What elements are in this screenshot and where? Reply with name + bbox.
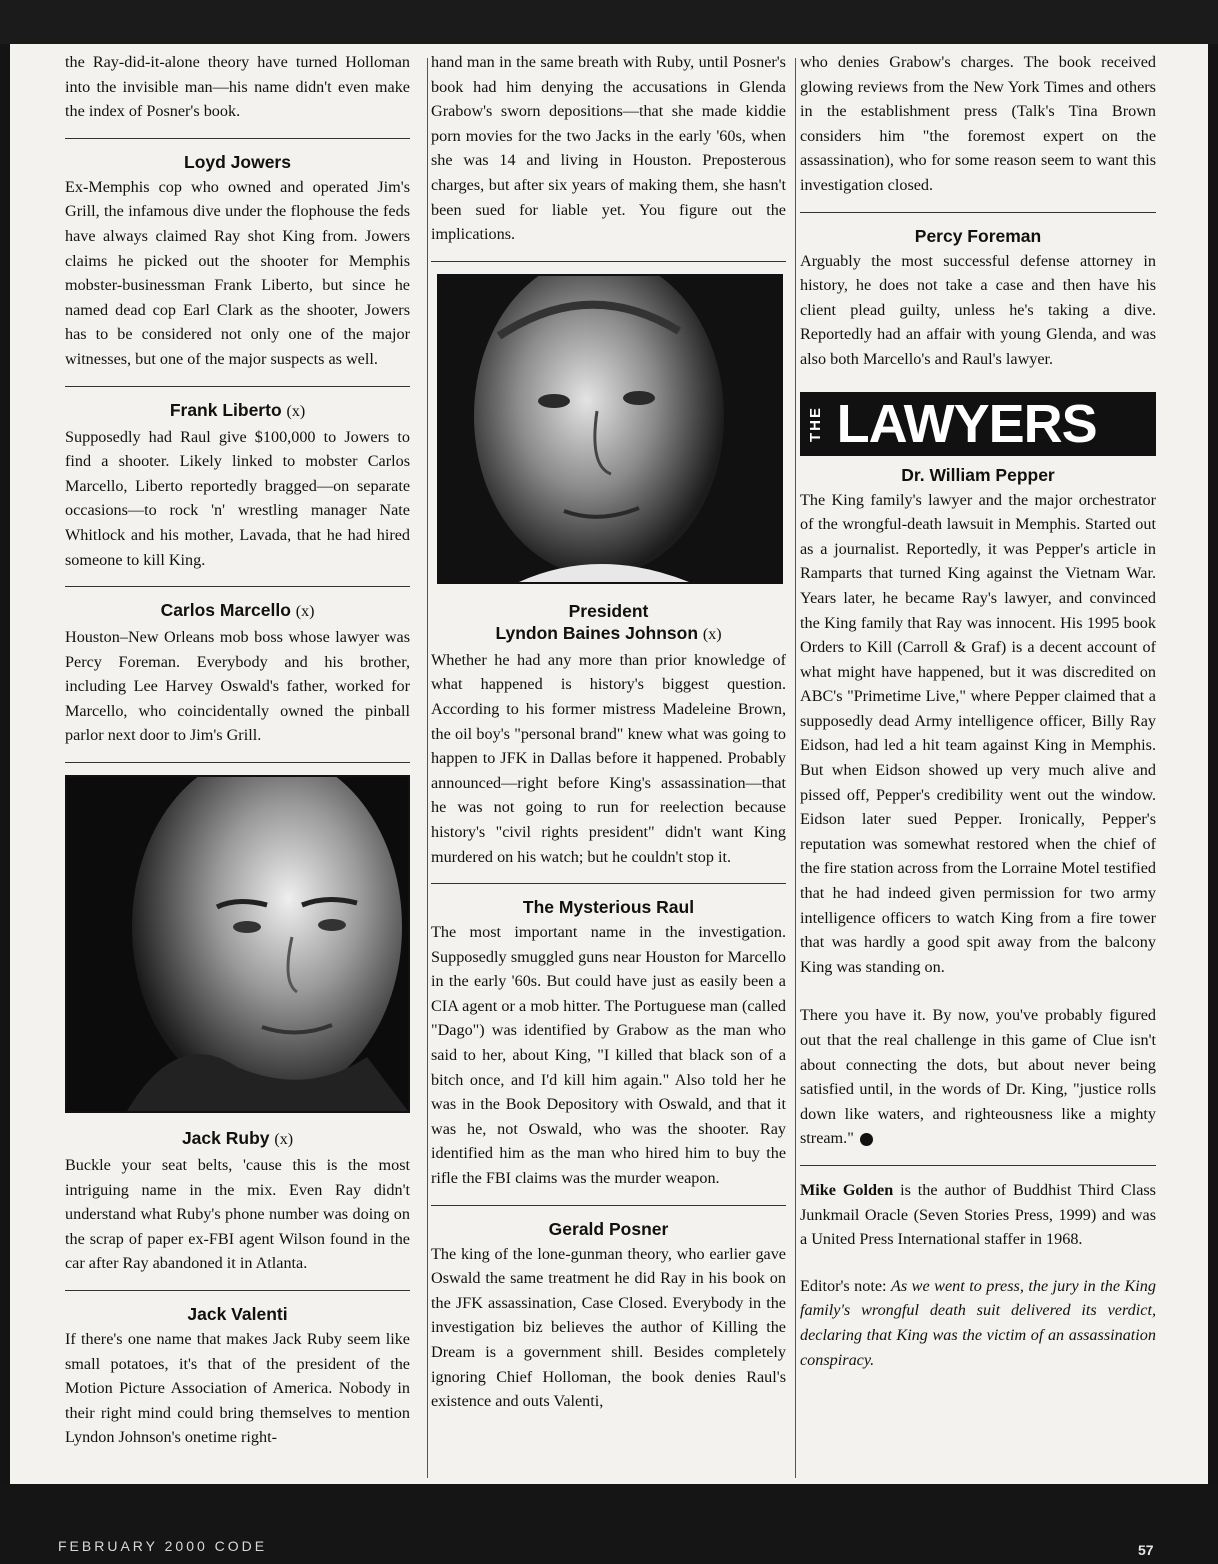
column-3 [800,44,1156,1372]
column-2-intro: hand man in the same breath with Ruby, until Posner's book had him denying the accusations in Glenda Grabow's sworn depositions—that she made kiddie porn movies for the two Jacks in the early '60s, when she was 14 and living in Houston. Preposterous charges, but after six years of making them, she hasn't been sued for liable yet. You figure out the implications. [431,53,786,244]
entry-heading-foreman: Percy Foreman [914,225,1042,246]
entry-text-jowers: Ex-Memphis cop who owned and operated Jim's Grill, the infamous dive under the flophouse the feds have always claimed Ray shot King from. Jowers claims he picked out the shooter for Memphis mobster-businessman Frank Liberto, but since he named dead cop Earl Clark as the shooter, Jowers has to be considered not only one of the major witnesses, but one of the major suspects as well. [65,177,410,368]
entry-heading-ruby: Jack Ruby (x) [181,1128,294,1149]
entry-text-posner: The king of the lone-gunman theory, who earlier gave Oswald the same treatment he did Ray in his book on the JFK assassination, Case Closed. Everybody in the investigation biz believes the author of Killing the Dream is a government shill. Besides completely ignoring Chief Holloman, the book denies Raul's existence and outs Valenti, [431,1244,786,1411]
divider [431,883,786,884]
entry-text-liberto: Supposedly had Raul give $100,000 to Jowers to find a shooter. Likely linked to mobster Carlos Marcello, Liberto reportedly bragged—on separate occasions—to rock 'n' wrestling manager Nate Whitlock and his mother, Lavada, that he had hired someone to kill King. [65,427,410,569]
entry-text-raul: The most important name in the investigation. Supposedly smuggled guns near Houston for Marcello in the early '60s. But could have just as easily been a CIA agent or a mob hitter. The Portuguese man (called "Dago") was identified by Grabow as the man who said to her, about King, "I killed that black son of a bitch once, and I'd kill him again." Also told her he was in the Book Depository with Oswald, and that it was he, not Oswald, who was the shooter. Ray identified him as the man who hired him to buy the rifle the FBI claims was the murder weapon. [431,923,786,1188]
entry-heading-liberto: Frank Liberto (x) [169,399,306,420]
banner-small-text: THE [807,405,824,442]
column-rule [795,58,796,1478]
divider [65,386,410,387]
portrait-lbj-image [439,276,781,582]
end-mark-icon [860,1133,873,1146]
conclusion-text: There you have it. By now, you've probably figured out that the real challenge in this game of Clue isn't about connecting the dots, but about never being satisfied until, in the words of Dr. King, "justice rolls down like waters, and righteousness like a mighty stream." [800,1006,1156,1148]
divider [431,261,786,262]
column-2 [431,44,786,1414]
entry-heading-marcello: Carlos Marcello (x) [160,600,315,621]
column-1-intro: the Ray-did-it-alone theory have turned Holloman into the invisible man—his name didn't even make the index of Posner's book. [65,53,410,121]
footer-page-number: 57 [1138,1542,1154,1558]
divider [431,1205,786,1206]
author-bio: Mike Golden is the author of Buddhist Third Class Junkmail Oracle (Seven Stories Press, 1999) and was a United Press International staffer in 1968. [800,1180,1156,1249]
entry-text-valenti: If there's one name that makes Jack Ruby seem like small potatoes, it's that of the president of the Motion Picture Association of America. Nobody in their right mind could bring themselves to mention Lyndon Johnson's onetime right- [65,1330,410,1447]
editors-note: Editor's note: As we went to press, the jury in the King family's wrongful death suit delivered its verdict, declaring that King was the victim of an assassination conspiracy. [800,1276,1156,1369]
column-1 [65,44,410,1450]
divider [65,138,410,139]
entry-heading-valenti: Jack Valenti [187,1304,288,1325]
entry-text-marcello: Houston–New Orleans mob boss whose lawyer was Percy Foreman. Everybody and his brother, including Lee Harvey Oswald's father, worked for Marcello, who coincidentally owned the pinball parlor next door to Jim's Grill. [65,628,410,745]
magazine-page [10,44,1208,1484]
divider [65,1290,410,1291]
entry-heading-pepper: Dr. William Pepper [901,464,1055,485]
entry-heading-posner: Gerald Posner [548,1218,669,1239]
entry-text-ruby: Buckle your seat belts, 'cause this is the most intriguing name in the mix. Even Ray didn't understand what Ruby's phone number was doing on the scrap of paper ex-FBI agent Wilson found in the car after Ray abandoned it in Atlanta. [65,1156,410,1273]
footer-issue: FEBRUARY 2000 CODE [58,1538,268,1554]
divider [65,762,410,763]
entry-text-pepper: The King family's lawyer and the major orchestrator of the wrongful-death lawsuit in Memphis. Started out as a journalist. Reportedly, it was Pepper's article in Ramparts that turned King against the Vietnam War. Years later, he became Ray's lawyer, and convinced the King family that Ray was innocent. His 1995 book Orders to Kill (Carroll & Graf) is a decent account of what might have happened, but it was discredited on ABC's "Primetime Live," where Pepper claimed that a supposedly dead Army intelligence officer, Billy Ray Eidson, had led a hit team against King in Memphis. But when Eidson showed up very much alive and pissed off, Pepper's credibility went out the window. Eidson later sued Pepper. Ironically, Pepper's reputation was somewhat restored when the chief of the fire station across from the Lorraine Motel testified that he had indeed given permission for two army intelligence officers to watch King from a fire tower that was hardly a good spit away from the balcony King was standing on. [800,490,1157,976]
divider [800,212,1156,213]
photo-jack-ruby [65,775,410,1113]
entry-heading-raul: The Mysterious Raul [522,897,695,918]
portrait-ruby-image [67,777,408,1111]
entry-heading-johnson: President Lyndon Baines Johnson (x) [495,600,722,643]
entry-text-foreman: Arguably the most successful defense attorney in history, he does not take a case and then have his client plead guilty, unless he's taking a dive. Reportedly had an affair with young Glenda, and was also both Marcello's and Raul's lawyer. [800,251,1156,368]
top-border [0,0,1218,44]
column-rule [427,58,428,1478]
column-3-intro: who denies Grabow's charges. The book received glowing reviews from the New York Times and others in the establishment press (Talk's Tina Brown considers him "the foremost expert on the assassination), who for some reason seem to want this investigation closed. [800,53,1156,194]
divider [65,586,410,587]
entry-heading-jowers: Loyd Jowers [184,151,291,172]
section-banner-lawyers [800,392,1156,456]
divider [800,1165,1156,1166]
photo-lbj [437,274,783,584]
banner-big-text: LAWYERS [836,393,1097,454]
entry-text-johnson: Whether he had any more than prior knowledge of what happened is history's biggest question. According to his former mistress Madeleine Brown, the oil boy's "personal brand" knew what was going to happen to JFK in Dallas before it happened. Probably announced—right before King's assassination—that he was not going to run for reelection because history's "civil rights president" didn't want King murdered on his watch; but he couldn't stop it. [431,650,786,866]
